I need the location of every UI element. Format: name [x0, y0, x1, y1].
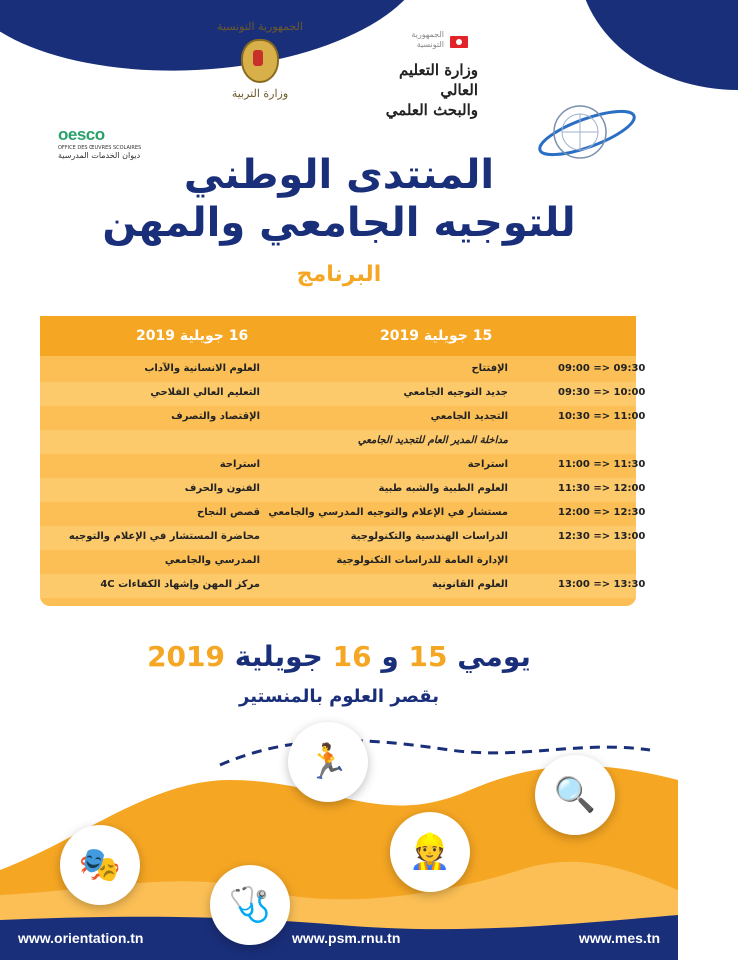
- day16-cell: المدرسي والجامعي: [164, 555, 260, 566]
- mes-republic-line2: التونسية: [416, 40, 444, 49]
- edu-republic-text: الجمهورية التونسية: [217, 20, 303, 33]
- day16-cell: العلوم الانسانية والآداب: [144, 363, 260, 374]
- table-row: [40, 574, 646, 598]
- table-row: [40, 526, 646, 550]
- day15-cell: جديد التوجيه الجامعي: [403, 387, 508, 398]
- event-days-word: يومي: [457, 640, 531, 673]
- event-year: 2019: [147, 640, 225, 673]
- running-man-icon: 🏃: [288, 722, 368, 802]
- table-row: [40, 358, 646, 382]
- time-cell: 10:30 => 11:00: [558, 411, 646, 422]
- oeso-french-name: OFFICE DES ŒUVRES SCOLAIRES: [58, 145, 142, 151]
- table-row: [40, 430, 636, 454]
- mes-ministry-line1: وزارة التعليم العالي: [399, 61, 478, 99]
- time-cell: 11:30 => 12:00: [558, 483, 646, 494]
- top-right-decoration: [578, 0, 738, 90]
- time-cell: 09:00 => 09:30: [558, 363, 646, 374]
- day16-cell: الإقتصاد والتصرف: [171, 411, 260, 422]
- architect-icon: 👷: [390, 812, 470, 892]
- day16-cell: محاضرة المستشار في الإعلام والتوجيه: [68, 531, 260, 542]
- url-psm[interactable]: www.psm.rnu.tn: [292, 930, 401, 946]
- edu-ministry-text: وزارة التربية: [231, 87, 289, 100]
- table-row: [40, 406, 646, 430]
- day15-cell: الإدارة العامة للدراسات التكنولوجية: [336, 555, 508, 566]
- time-cell: 12:30 => 13:00: [558, 531, 646, 542]
- table-header: [40, 316, 636, 356]
- mes-ministry-line2: والبحث العلمي: [385, 101, 478, 119]
- time-cell: 13:00 => 13:30: [558, 579, 646, 590]
- day15-cell: الإفتتاح: [471, 363, 508, 374]
- page-title-line1: المنتدى الوطني: [183, 152, 495, 198]
- time-cell: 09:30 => 10:00: [558, 387, 646, 398]
- stethoscope-icon: 🩺: [210, 865, 290, 945]
- event-day2: 16: [332, 640, 372, 673]
- mes-republic-line1: الجمهورية: [411, 30, 444, 39]
- ministry-education-logo: [215, 20, 305, 100]
- day16-cell: مركز المهن وإشهاد الكفاءات 4C: [100, 579, 260, 590]
- day15-header: 15 جويلية 2019: [380, 328, 493, 344]
- event-conjunction: و: [381, 640, 399, 673]
- day15-cell: مداخلة المدير العام للتجديد الجامعي: [357, 435, 508, 446]
- table-row: [40, 502, 646, 526]
- day16-cell: الفنون والحرف: [184, 483, 260, 494]
- day15-cell: التجديد الجامعي: [430, 411, 508, 422]
- day15-cell: الدراسات الهندسية والتكنولوجية: [350, 531, 508, 542]
- table-row: [40, 550, 636, 574]
- theatre-masks-icon: 🎭: [60, 825, 140, 905]
- tunisia-flag-icon: [450, 36, 468, 48]
- ministry-higher-education-logo: [368, 30, 478, 120]
- url-orientation[interactable]: www.orientation.tn: [18, 930, 144, 946]
- table-row: [40, 382, 646, 406]
- table-row: [40, 454, 646, 478]
- event-day1: 15: [408, 640, 448, 673]
- oeso-arabic-name: ديوان الخدمات المدرسية: [58, 151, 141, 160]
- day16-cell: قصص النجاح: [197, 507, 260, 518]
- tunisia-emblem-icon: [241, 39, 279, 83]
- program-heading: البرنامج: [296, 262, 382, 287]
- day16-header: 16 جويلية 2019: [136, 328, 249, 344]
- day15-cell: العلوم الطبية والشبه طبية: [378, 483, 508, 494]
- day16-cell: استراحة: [219, 459, 260, 470]
- table-row: [40, 478, 646, 502]
- day15-cell: استراحة: [467, 459, 508, 470]
- magnifier-globe-icon: 🔍: [535, 755, 615, 835]
- event-month: جويلية: [234, 640, 323, 673]
- time-cell: 11:00 => 11:30: [558, 459, 646, 470]
- event-dates: [0, 640, 678, 673]
- oeso-wordmark: oesco: [58, 125, 105, 144]
- page-title-line2: للتوجيه الجامعي والمهن: [102, 200, 576, 246]
- day16-cell: التعليم العالي الفلاحي: [150, 387, 260, 398]
- program-table: [40, 316, 646, 606]
- url-mes[interactable]: www.mes.tn: [578, 930, 660, 946]
- event-venue: بقصر العلوم بالمنستير: [239, 686, 439, 707]
- day15-cell: مستشار في الإعلام والتوجيه المدرسي والجامعي: [268, 507, 508, 518]
- day15-cell: العلوم القانونية: [431, 579, 508, 590]
- time-cell: 12:00 => 12:30: [558, 507, 646, 518]
